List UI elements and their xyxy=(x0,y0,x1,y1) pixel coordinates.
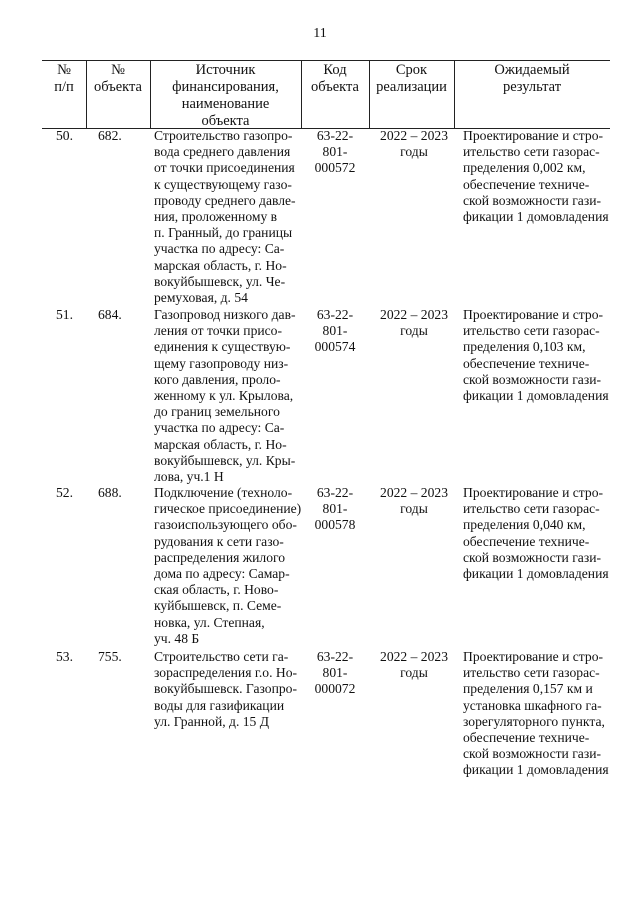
row-result: Проектирование и стро- ительство сети газорас- пределения 0,103 км, обеспечение техниче- ской возможности гази- фикации 1 домовладения xyxy=(463,307,609,404)
row-index: 51. xyxy=(56,307,73,322)
row-code: 63-22- 801- 000072 xyxy=(314,649,356,697)
row-source: Строительство газопро- вода среднего давления от точки присоединения к существующему газо- проводу среднего давле- ния, проложенному в п. Гранный, до границы участка по адресу: Са- марская область, г. Но- вокуйбышевск, ул. Че- ремуховая, д. 54 xyxy=(154,128,296,306)
row-code: 63-22- 801- 000574 xyxy=(314,307,356,355)
header-col-object-number: № объекта xyxy=(93,62,142,95)
page-number: 11 xyxy=(313,26,327,41)
row-object-number: 684. xyxy=(98,307,122,322)
row-object-number: 682. xyxy=(98,128,122,143)
row-source: Газопровод низкого дав- ления от точки присо- единения к существую- щему газопроводу низ- кого давления, проло- женному к ул. Крылова, до границ земельного участка по адресу: Са- марская область, г. Но- вокуйбышевск, ул. Кры- лова, уч.1 Н xyxy=(154,307,296,485)
row-term: 2022 – 2023 годы xyxy=(380,485,448,517)
header-col-index: № п/п xyxy=(54,62,74,95)
table-header xyxy=(42,60,610,129)
row-result: Проектирование и стро- ительство сети газорас- пределения 0,157 км и установка шкафного га- зорегуляторного пункта, обеспечение техниче- ской возможности гази- фикации 1 домовладения xyxy=(463,649,609,778)
row-source: Подключение (техноло- гическое присоединение) газоиспользующего обо- рудования к сети газо- распределения жилого дома по адресу: Самар- ская область, г. Ново- куйбышевск, п. Семе- новка, ул. Степная, уч. 48 Б xyxy=(154,485,302,646)
row-result: Проектирование и стро- ительство сети газорас- пределения 0,040 км, обеспечение техниче- ской возможности гази- фикации 1 домовладения xyxy=(463,485,609,582)
row-term: 2022 – 2023 годы xyxy=(380,649,448,681)
header-col-code: Код объекта xyxy=(310,62,359,95)
row-index: 52. xyxy=(56,485,73,500)
row-index: 50. xyxy=(56,128,73,143)
header-col-term: Срок реализации xyxy=(376,62,447,95)
row-index: 53. xyxy=(56,649,73,664)
row-term: 2022 – 2023 годы xyxy=(380,128,448,160)
row-code: 63-22- 801- 000578 xyxy=(314,485,356,533)
row-term: 2022 – 2023 годы xyxy=(380,307,448,339)
row-code: 63-22- 801- 000572 xyxy=(314,128,356,176)
row-source: Строительство сети га- зораспределения г.о. Но- вокуйбышевск. Газопро- воды для газификации ул. Гранной, д. 15 Д xyxy=(154,649,298,729)
row-object-number: 688. xyxy=(98,485,122,500)
header-col-result: Ожидаемый результат xyxy=(494,62,570,95)
row-result: Проектирование и стро- ительство сети газорас- пределения 0,002 км, обеспечение техниче- ской возможности гази- фикации 1 домовладения xyxy=(463,128,609,225)
header-col-source: Источник финансирования, наименование объекта xyxy=(172,62,279,129)
row-object-number: 755. xyxy=(98,649,122,664)
